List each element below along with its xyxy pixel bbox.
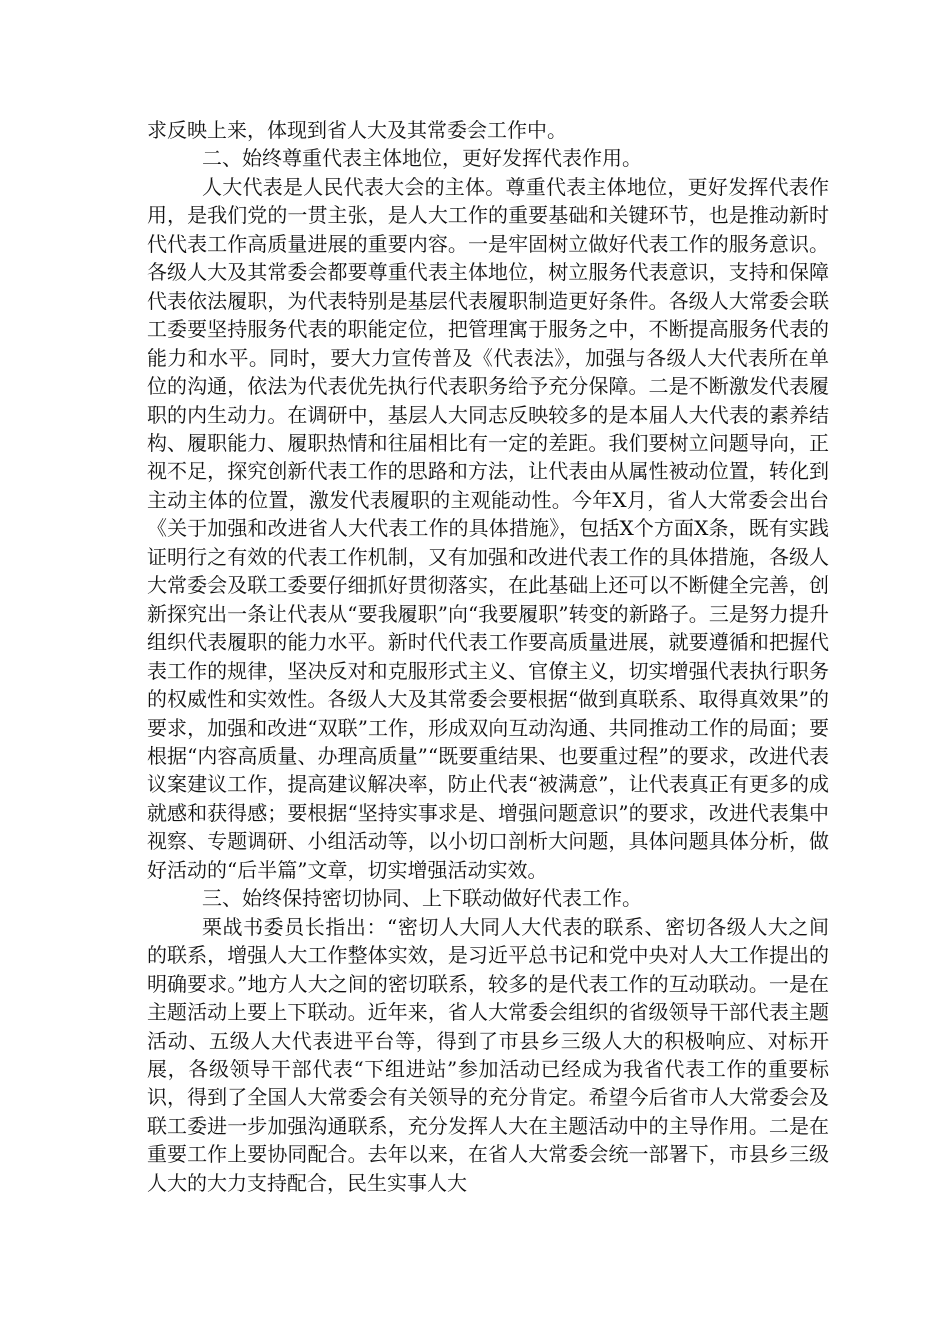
paragraph-coordination: 栗战书委员长指出：“密切人大同人大代表的联系、密切各级人大之间的联系，增强人大工作整体实效，是习近平总书记和党中央对人大工作提出的明确要求。”地方人大之间的密切联系，较多的是代表工作的互动联动。一是在主题活动上要上下联动。近年来，省人大常委会组织的省级领导干部代表主题活动、五级人大代表进平台等，得到了市县乡三级人大的积极响应、对标开展，各级领导干部代表“下组进站”参加活动已经成为我省代表工作的重要标识，得到了全国人大常委会有关领导的充分肯定。希望今后省市人大常委会及联工委进一步加强沟通联系，充分发挥人大在主题活动中的主导作用。二是在重要工作上要协同配合。去年以来，在省人大常委会统一部署下，市县乡三级人大的大力支持配合，民生实事人大 xyxy=(147,914,829,1195)
paragraph-representative-role: 人大代表是人民代表大会的主体。尊重代表主体地位，更好发挥代表作用，是我们党的一贯主张，是人大工作的重要基础和关键环节，也是推动新时代代表工作高质量进展的重要内容。一是牢固树立做好代表工作的服务意识。各级人大及其常委会都要尊重代表主体地位，树立服务代表意识，支持和保障代表依法履职，为代表特别是基层代表履职制造更好条件。各级人大常委会联工委要坚持服务代表的职能定位，把管理寓于服务之中，不断提高服务代表的能力和水平。同时，要大力宣传普及《代表法》，加强与各级人大代表所在单位的沟通，依法为代表优先执行代表职务给予充分保障。二是不断激发代表履职的内生动力。在调研中，基层人大同志反映较多的是本届人大代表的素养结构、履职能力、履职热情和往届相比有一定的差距。我们要树立问题导向，正视不足，探究创新代表工作的思路和方法，让代表由从属性被动位置，转化到主动主体的位置，激发代表履职的主观能动性。今年X月，省人大常委会出台《关于加强和改进省人大代表工作的具体措施》，包括X个方面X条，既有实践证明行之有效的代表工作机制，又有加强和改进代表工作的具体措施，各级人大常委会及联工委要仔细抓好贯彻落实，在此基础上还可以不断健全完善，创新探究出一条让代表从“要我履职”向“我要履职”转变的新路子。三是努力提升组织代表履职的能力水平。新时代代表工作要高质量进展，就要遵循和把握代表工作的规律，坚决反对和克服形式主义、官僚主义，切实增强代表执行职务的权威性和实效性。各级人大及其常委会要根据“做到真联系、取得真效果”的要求，加强和改进“双联”工作，形成双向互动沟通、共同推动工作的局面；要根据“内容高质量、办理高质量”“既要重结果、也要重过程”的要求，改进代表议案建议工作，提高建议解决率，防止代表“被满意”，让代表真正有更多的成就感和获得感；要根据“坚持实事求是、增强问题意识”的要求，改进代表集中视察、专题调研、小组活动等，以小切口剖析大问题，具体问题具体分析，做好活动的“后半篇”文章，切实增强活动实效。 xyxy=(147,174,829,882)
section-heading-3: 三、始终保持密切协同、上下联动做好代表工作。 xyxy=(202,886,642,911)
document-page xyxy=(147,116,829,1197)
paragraph-continuation: 求反映上来，体现到省人大及其常委会工作中。 xyxy=(147,118,567,142)
section-heading-2: 二、始终尊重代表主体地位，更好发挥代表作用。 xyxy=(202,146,642,171)
